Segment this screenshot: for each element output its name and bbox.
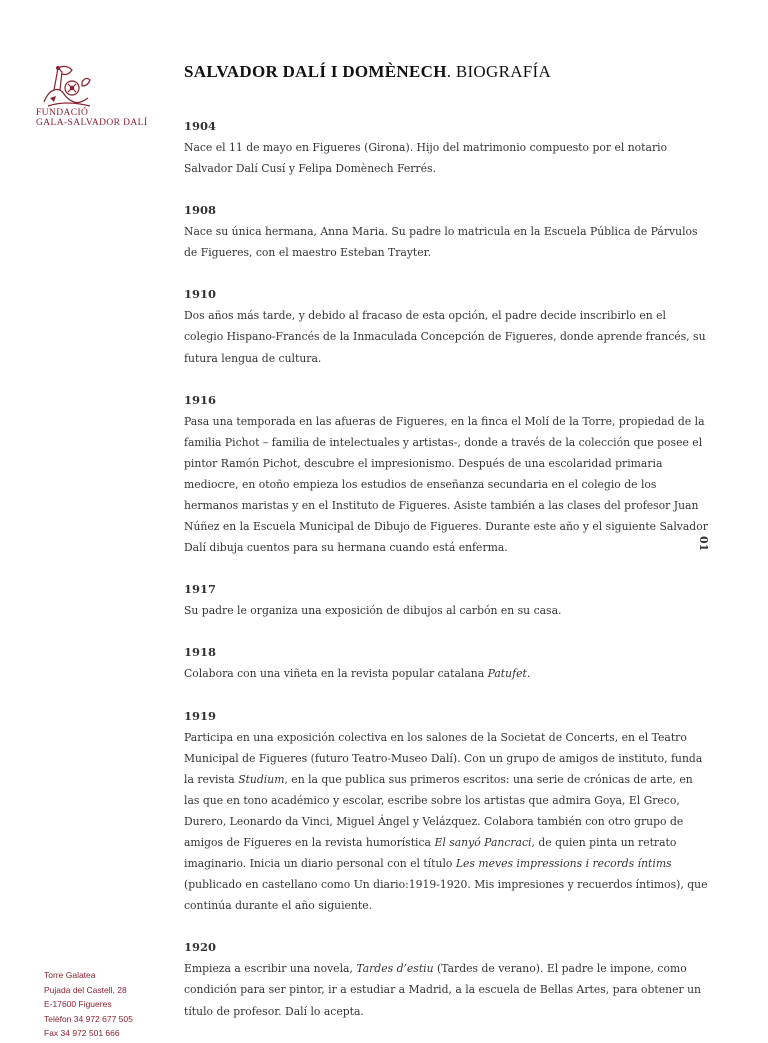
entry-text-italic: Patufet	[487, 667, 527, 681]
entry-text-segment: Colabora con una viñeta en la revista popular catalana	[184, 667, 488, 681]
entry-text-segment: Su padre le organiza una exposición de dibujos al carbón en su casa.	[184, 604, 562, 618]
biography-entry	[184, 642, 708, 684]
entry-text-segment: , en la que publica sus primeros escritos: una serie de crónicas de arte, en las que en tono académico y escolar, escribe sobre los artistas que admira Goya, El Greco, Durero, Leonardo da Vinci, Miguel Ángel y Velázquez. Colabora también con otro grupo de amigos de Figueres en la revista humorística	[184, 772, 693, 849]
entry-text-segment: Nace su única hermana, Anna Maria. Su padre lo matricula en la Escuela Pública de Párvulos de Figueres, con el maestro Esteban Trayter.	[184, 225, 698, 260]
address-line: Telèfon 34 972 677 505	[44, 1013, 133, 1024]
entry-text	[184, 221, 708, 263]
title-name: SALVADOR DALÍ I DOMÈNECH	[184, 62, 447, 81]
entry-text-segment: , de quien pinta un retrato imaginario. Inicia un diario personal con el título	[184, 835, 677, 871]
entry-text	[184, 958, 708, 1021]
entry-year: 1919	[184, 708, 217, 723]
entry-text	[184, 663, 708, 684]
address-line: Pujada del Castell, 28	[44, 984, 127, 995]
entry-year: 1908	[184, 203, 217, 218]
biography-entry	[184, 937, 708, 1021]
biography-entry	[184, 706, 708, 917]
address-line: E-17600 Figueres	[44, 999, 112, 1009]
entry-text	[184, 727, 708, 917]
gala-salvador-dali-emblem-icon	[38, 62, 96, 108]
entry-text	[184, 137, 708, 179]
biography-entry	[184, 390, 708, 559]
page-number: 01	[697, 536, 710, 552]
entry-text-segment: (publicado en castellano como Un diario:1919-1920. Mis impresiones y recuerdos íntimos), que continúa durante el año siguiente.	[184, 878, 708, 913]
entry-year: 1916	[184, 392, 217, 407]
entry-text-italic: Les meves impressions i records íntims	[455, 857, 672, 871]
address-block	[44, 968, 133, 1041]
foundation-logo	[36, 62, 146, 128]
biography-entry	[184, 116, 708, 179]
entry-text-italic: Studium	[238, 772, 285, 786]
biography-entry	[184, 200, 708, 263]
biography-entries	[184, 116, 708, 1043]
entry-text-segment: .	[526, 667, 531, 681]
entry-text-segment: Empieza a escribir una novela,	[184, 962, 357, 976]
entry-text	[184, 411, 708, 559]
entry-text-segment: Participa en una exposición colectiva en los salones de la Societat de Concerts, en el Teatro Municipal de Figueres (futuro Teatro-Museo Dalí). Con un grupo de amigos de instituto, funda la revista	[184, 730, 703, 786]
address-line: Torre Galatea	[44, 970, 96, 980]
entry-year: 1910	[184, 287, 217, 302]
page-title	[184, 62, 551, 82]
entry-text-segment: (Tardes de verano). El padre le impone, como condición para ser pintor, ir a estudiar a Madrid, a la escuela de Bellas Artes, para obtener un título de profesor. Dalí lo acepta.	[184, 962, 702, 1018]
entry-text	[184, 305, 708, 368]
entry-year: 1920	[184, 940, 217, 955]
entry-text-italic: Tardes d’estiu	[356, 962, 434, 976]
logo-line-2: GALA-SALVADOR DALÍ	[36, 118, 148, 128]
entry-text-segment: Pasa una temporada en las afueras de Figueres, en la finca el Molí de la Torre, propiedad de la familia Pichot – familia de intelectuales y artistas-, donde a través de la colección que posee el pintor Ramón Pichot, descubre el impresionismo. Después de una escolaridad primaria mediocre, en otoño empieza los estudios de enseñanza secundaria en el colegio de los hermanos maristas y en el Instituto de Figueres. Asiste también a las clases del profesor Juan Núñez en la Escuela Municipal de Dibujo de Figueres. Durante este año y el siguiente Salvador Dalí dibuja cuentos para su hermana cuando está enferma.	[184, 414, 708, 555]
entry-year: 1918	[184, 645, 217, 660]
entry-text-italic: El sanyó Pancraci	[434, 835, 532, 849]
address-line: Fax 34 972 501 666	[44, 1028, 120, 1038]
biography-entry	[184, 579, 708, 621]
entry-year: 1904	[184, 119, 217, 133]
entry-text-segment: Dos años más tarde, y debido al fracaso de esta opción, el padre decide inscribirlo en el colegio Hispano-Francés de la Inmaculada Concepción de Figueres, donde aprende francés, su futura lengua de cultura.	[184, 309, 706, 365]
entry-text	[184, 600, 708, 621]
entry-text-segment: Nace el 11 de mayo en Figueres (Girona). Hijo del matrimonio compuesto por el notario Salvador Dalí Cusí y Felipa Domènech Ferrés.	[184, 141, 668, 176]
entry-year: 1917	[184, 582, 217, 597]
title-rest: . BIOGRAFÍA	[446, 62, 552, 81]
biography-entry	[184, 284, 708, 368]
logo-line-1: FUNDACIÓ	[36, 108, 89, 118]
